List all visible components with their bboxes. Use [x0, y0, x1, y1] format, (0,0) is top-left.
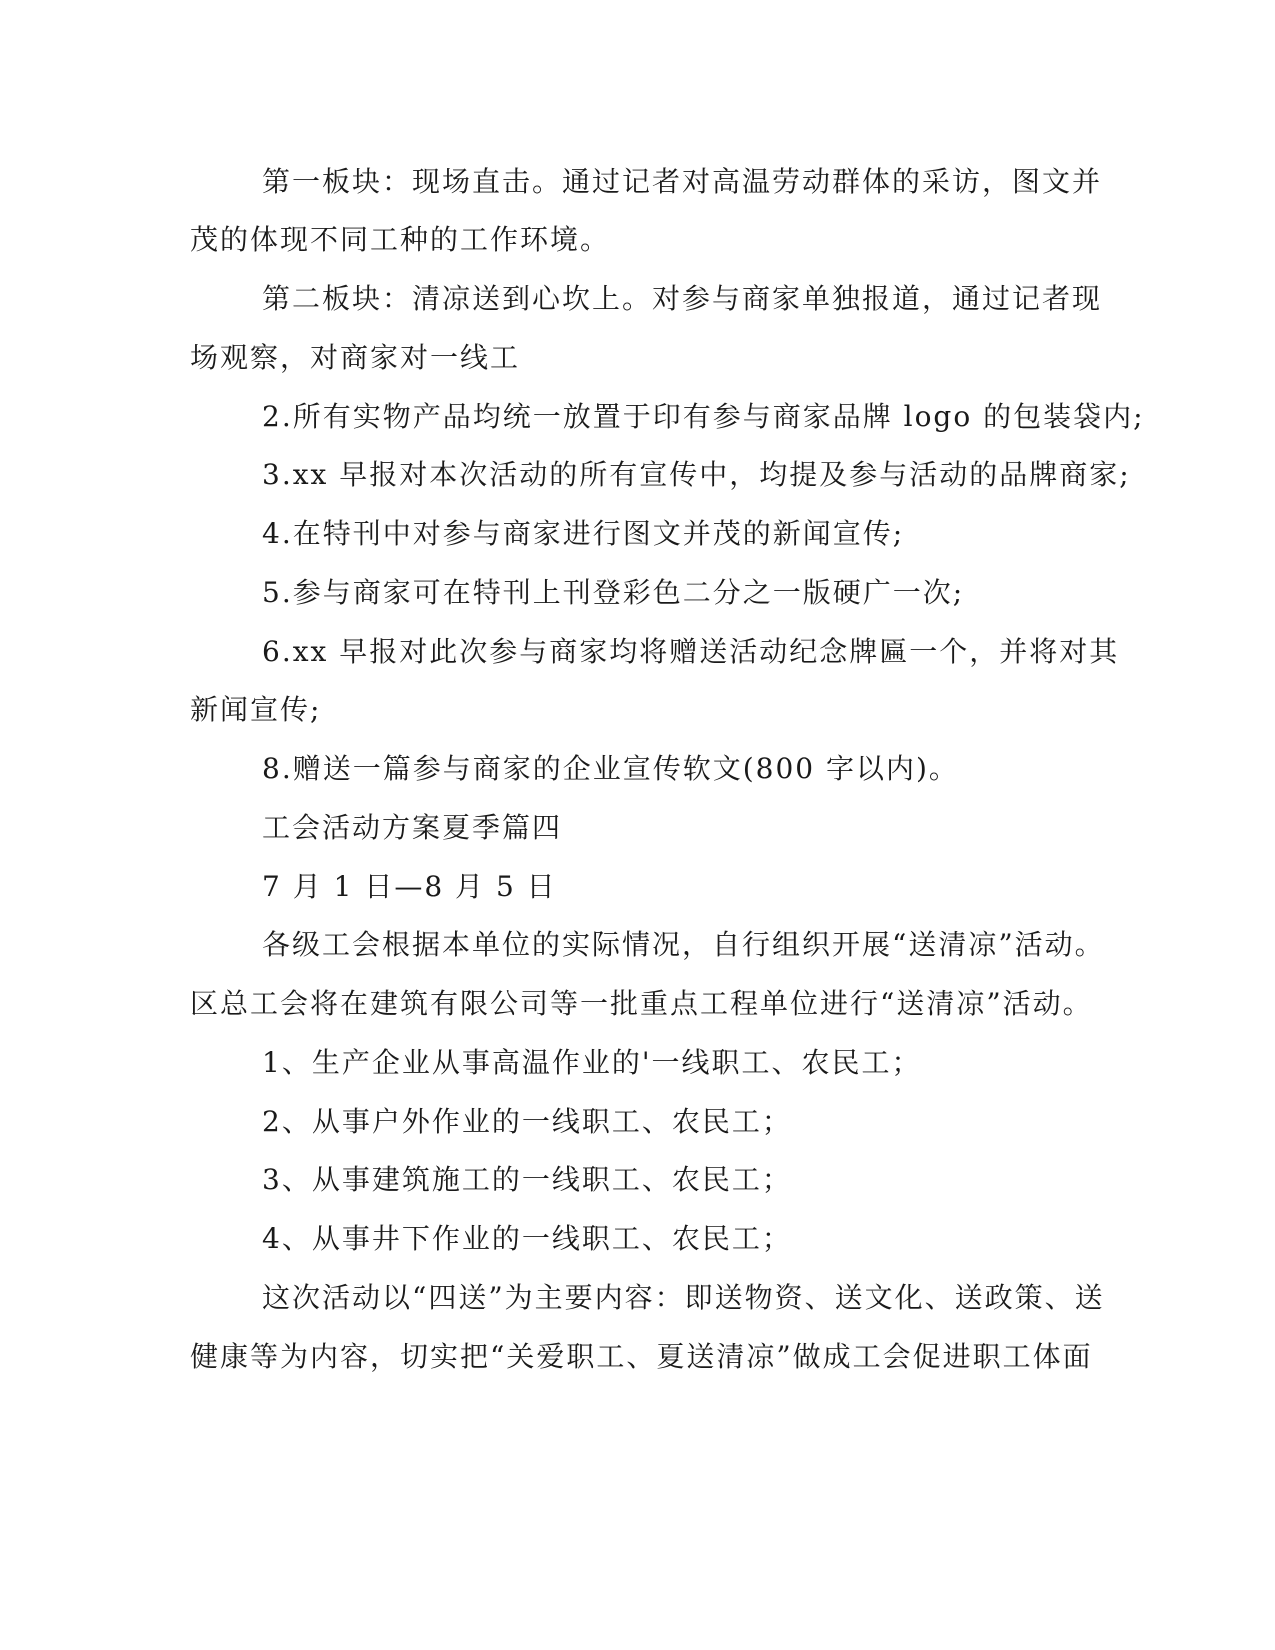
section-heading: 工会活动方案夏季篇四	[262, 811, 563, 844]
paragraph-content-cont: 健康等为内容，切实把“关爱职工、夏送清凉”做成工会促进职工体面	[190, 1340, 1093, 1373]
target-item-4: 4、从事井下作业的一线职工、农民工；	[262, 1222, 792, 1255]
target-item-1: 1、生产企业从事高温作业的'一线职工、农民工；	[262, 1046, 922, 1079]
list-item-8: 8.赠送一篇参与商家的企业宣传软文(800 字以内)。	[262, 752, 959, 785]
paragraph-activity-cont: 区总工会将在建筑有限公司等一批重点工程单位进行“送清凉”活动。	[190, 987, 1093, 1020]
list-item-4: 4.在特刊中对参与商家进行图文并茂的新闻宣传;	[262, 517, 905, 550]
paragraph-activity: 各级工会根据本单位的实际情况，自行组织开展“送清凉”活动。	[262, 928, 1105, 961]
target-item-2: 2、从事户外作业的一线职工、农民工；	[262, 1105, 792, 1138]
paragraph-section-two: 第二板块：清凉送到心坎上。对参与商家单独报道，通过记者现	[262, 282, 1103, 315]
list-item-3: 3.xx 早报对本次活动的所有宣传中，均提及参与活动的品牌商家;	[262, 458, 1131, 491]
list-item-5: 5.参与商家可在特刊上刊登彩色二分之一版硬广一次;	[262, 576, 965, 609]
list-item-6: 6.xx 早报对此次参与商家均将赠送活动纪念牌匾一个，并将对其	[262, 635, 1120, 668]
list-item-6-cont: 新闻宣传;	[190, 693, 322, 726]
target-item-3: 3、从事建筑施工的一线职工、农民工；	[262, 1163, 792, 1196]
paragraph-section-one-cont: 茂的体现不同工种的工作环境。	[190, 223, 611, 256]
list-item-2: 2.所有实物产品均统一放置于印有参与商家品牌 logo 的包装袋内;	[262, 400, 1145, 433]
date-range: 7 月 1 日—8 月 5 日	[262, 870, 557, 903]
paragraph-section-two-cont: 场观察，对商家对一线工	[190, 341, 521, 374]
paragraph-content: 这次活动以“四送”为主要内容：即送物资、送文化、送政策、送	[262, 1281, 1105, 1314]
paragraph-section-one: 第一板块：现场直击。通过记者对高温劳动群体的采访，图文并	[262, 165, 1103, 198]
